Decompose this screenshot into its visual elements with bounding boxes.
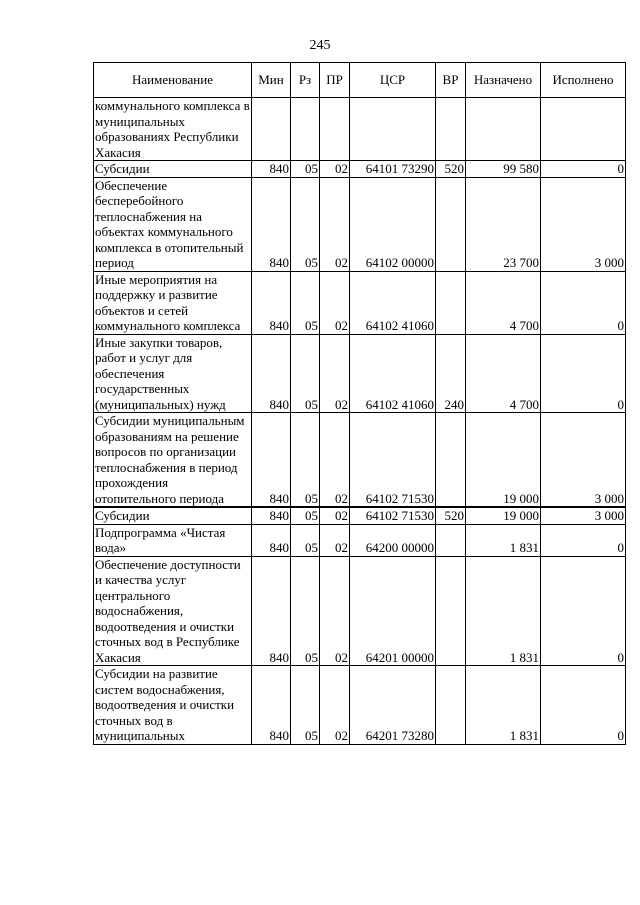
col-header-pr: ПР [320, 63, 350, 98]
row-vr: 520 [436, 161, 466, 178]
row-name: Субсидии [94, 161, 252, 178]
row-vr [436, 556, 466, 666]
row-pr [320, 98, 350, 161]
row-pr: 02 [320, 413, 350, 508]
row-vr [436, 666, 466, 745]
row-rz: 05 [291, 177, 320, 271]
row-min: 840 [252, 161, 291, 178]
row-assigned [466, 98, 541, 161]
table-row [94, 556, 626, 666]
table-row [94, 334, 626, 413]
row-min: 840 [252, 556, 291, 666]
row-csr [350, 98, 436, 161]
row-min: 840 [252, 334, 291, 413]
row-assigned: 4 700 [466, 271, 541, 334]
row-pr: 02 [320, 334, 350, 413]
row-pr: 02 [320, 177, 350, 271]
row-vr [436, 177, 466, 271]
row-executed: 3 000 [541, 507, 626, 524]
row-min: 840 [252, 177, 291, 271]
row-rz: 05 [291, 556, 320, 666]
row-assigned: 4 700 [466, 334, 541, 413]
row-min: 840 [252, 413, 291, 508]
row-vr [436, 413, 466, 508]
row-pr: 02 [320, 507, 350, 524]
row-name: Подпрограмма «Чистая вода» [94, 524, 252, 556]
row-csr: 64102 71530 [350, 507, 436, 524]
row-rz: 05 [291, 524, 320, 556]
row-assigned: 99 580 [466, 161, 541, 178]
row-assigned: 1 831 [466, 556, 541, 666]
row-executed: 0 [541, 556, 626, 666]
col-header-vr: ВР [436, 63, 466, 98]
row-min: 840 [252, 666, 291, 745]
col-header-min: Мин [252, 63, 291, 98]
row-csr: 64102 41060 [350, 271, 436, 334]
row-rz [291, 98, 320, 161]
row-rz: 05 [291, 334, 320, 413]
row-rz: 05 [291, 666, 320, 745]
row-vr [436, 98, 466, 161]
col-header-executed: Исполнено [541, 63, 626, 98]
row-csr: 64201 73280 [350, 666, 436, 745]
row-name: Иные закупки товаров, работ и услуг для обеспечения государственных (муниципальных) нужд [94, 334, 252, 413]
row-executed: 3 000 [541, 177, 626, 271]
row-min: 840 [252, 271, 291, 334]
row-executed: 0 [541, 161, 626, 178]
row-executed: 0 [541, 524, 626, 556]
row-csr: 64102 41060 [350, 334, 436, 413]
col-header-assigned: Назначено [466, 63, 541, 98]
row-csr: 64101 73290 [350, 161, 436, 178]
row-pr: 02 [320, 524, 350, 556]
row-vr [436, 524, 466, 556]
row-rz: 05 [291, 413, 320, 508]
row-assigned: 1 831 [466, 524, 541, 556]
row-csr: 64201 00000 [350, 556, 436, 666]
row-rz: 05 [291, 507, 320, 524]
row-vr [436, 271, 466, 334]
row-name: Субсидии муниципальным образованиям на решение вопросов по организации теплоснабжения в период прохождения отопительного периода [94, 413, 252, 508]
row-rz: 05 [291, 271, 320, 334]
row-pr: 02 [320, 556, 350, 666]
row-executed: 0 [541, 334, 626, 413]
row-assigned: 23 700 [466, 177, 541, 271]
row-executed: 3 000 [541, 413, 626, 508]
row-name: Обеспечение бесперебойного теплоснабжения на объектах коммунального комплекса в отопительный период [94, 177, 252, 271]
row-executed [541, 98, 626, 161]
row-name: Иные мероприятия на поддержку и развитие объектов и сетей коммунального комплекса [94, 271, 252, 334]
page-number: 245 [309, 38, 331, 53]
table-row [94, 161, 626, 178]
row-assigned: 19 000 [466, 507, 541, 524]
row-min: 840 [252, 524, 291, 556]
row-csr: 64102 00000 [350, 177, 436, 271]
table-row [94, 507, 626, 524]
table-row [94, 666, 626, 745]
row-name: Обеспечение доступности и качества услуг центрального водоснабжения, водоотведения и очистки сточных вод в Республике Хакасия [94, 556, 252, 666]
table-row [94, 271, 626, 334]
row-min [252, 98, 291, 161]
row-vr: 240 [436, 334, 466, 413]
table-row [94, 413, 626, 508]
row-assigned: 19 000 [466, 413, 541, 508]
table-row [94, 177, 626, 271]
row-min: 840 [252, 507, 291, 524]
row-csr: 64102 71530 [350, 413, 436, 508]
row-name: Субсидии на развитие систем водоснабжения, водоотведения и очистки сточных вод в муниципальных [94, 666, 252, 745]
row-pr: 02 [320, 271, 350, 334]
row-rz: 05 [291, 161, 320, 178]
row-pr: 02 [320, 666, 350, 745]
row-name: коммунального комплекса в муниципальных образованиях Республики Хакасия [95, 98, 250, 160]
table-row [94, 98, 626, 161]
row-csr: 64200 00000 [350, 524, 436, 556]
table-header-row [94, 63, 626, 98]
budget-table [93, 62, 626, 745]
col-header-csr: ЦСР [350, 63, 436, 98]
row-executed: 0 [541, 666, 626, 745]
row-vr: 520 [436, 507, 466, 524]
row-assigned: 1 831 [466, 666, 541, 745]
row-pr: 02 [320, 161, 350, 178]
col-header-rz: Рз [291, 63, 320, 98]
col-header-name: Наименование [94, 63, 252, 98]
table-row [94, 524, 626, 556]
row-name: Субсидии [94, 507, 252, 524]
row-executed: 0 [541, 271, 626, 334]
